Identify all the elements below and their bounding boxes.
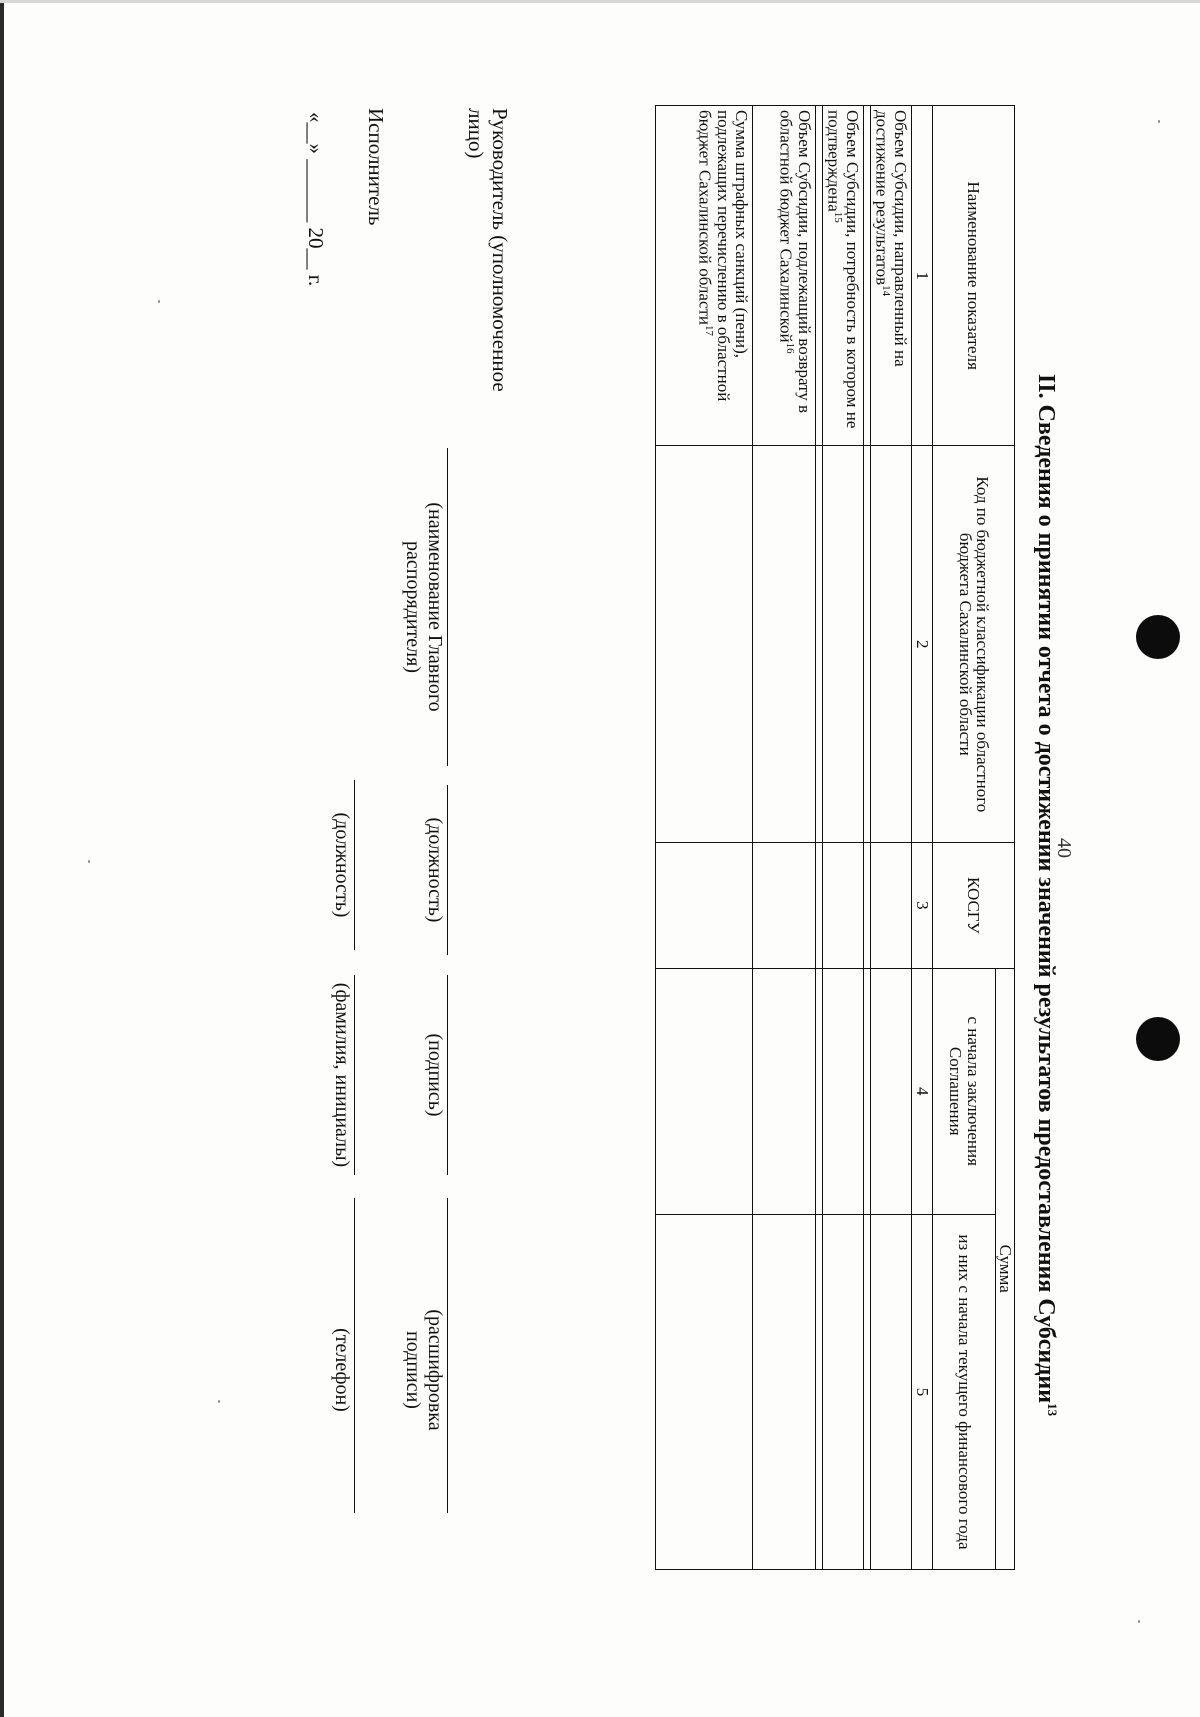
executor-name-caption: (фамилия, инициалы) <box>331 982 353 1168</box>
head-org-caption: (наименование Главного распорядителя) <box>402 502 446 712</box>
head-decoding-caption: (расшифровка подписи) <box>402 1309 446 1431</box>
table-row <box>752 106 815 1570</box>
row-label: Сумма штрафных санкций (пени), подлежащих перечислению в областной бюджет Сахалинской области$^{17}$ <box>655 106 752 446</box>
page-number: 40 <box>1053 838 1075 858</box>
table-cell <box>815 106 822 446</box>
header-budget-code: Код по бюджетной классификации областного бюджета Сахалинской области <box>933 446 1015 843</box>
column-number: 2 <box>912 446 933 843</box>
scan-speck <box>88 860 90 863</box>
signature-line <box>447 448 448 766</box>
report-table <box>655 105 1015 1570</box>
executor-label: Исполнитель <box>364 108 388 226</box>
scan-speck <box>1138 1620 1140 1623</box>
table-cell <box>655 968 752 1214</box>
table-cell <box>655 1214 752 1569</box>
signature-line <box>354 1198 355 1513</box>
signature-line <box>447 975 448 1175</box>
header-kosgu: КОСГУ <box>933 843 1015 968</box>
row-label: Объем Субсидии, подлежащий возврату в областной бюджет Сахалинской$^{16}$ <box>752 106 815 446</box>
head-label: Руководитель (уполномоченное лицо) <box>463 108 512 392</box>
table-cell <box>863 106 870 446</box>
table-cell <box>822 843 863 968</box>
table-row <box>655 106 752 1570</box>
table-cell <box>863 446 870 843</box>
header-sum-current-year: из них с начала текущего финансового года <box>933 1214 996 1569</box>
header-sum-since-agreement: с начала заключения Соглашения <box>933 968 996 1214</box>
table-row <box>870 106 911 1570</box>
table-cell <box>752 446 815 843</box>
row-label: Объем Субсидии, потребность в котором не подтверждена$^{15}$ <box>822 106 863 446</box>
punch-hole-icon <box>1136 1017 1180 1061</box>
form-title <box>1032 245 1060 1545</box>
column-number: 3 <box>912 843 933 968</box>
signature-line <box>447 1198 448 1513</box>
table-row <box>822 106 863 1570</box>
table-cell <box>863 843 870 968</box>
table-cell <box>815 1214 822 1569</box>
signature-line <box>447 785 448 955</box>
table-cell <box>655 446 752 843</box>
signature-line <box>354 780 355 950</box>
table-cell <box>752 968 815 1214</box>
column-numbers-row <box>912 106 933 1570</box>
table-cell <box>752 843 815 968</box>
table-cell <box>870 446 911 843</box>
table-cell <box>870 968 911 1214</box>
table-cell <box>822 968 863 1214</box>
column-number: 1 <box>912 106 933 446</box>
punch-hole-icon <box>1136 615 1180 659</box>
table-cell <box>822 1214 863 1569</box>
scan-speck <box>218 1400 220 1403</box>
signature-line <box>354 975 355 1175</box>
table-cell <box>822 446 863 843</box>
table-cell <box>655 843 752 968</box>
executor-position-caption: (должность) <box>331 812 353 918</box>
scan-speck <box>158 300 160 303</box>
table-cell <box>863 1214 870 1569</box>
title-footnote: 13 <box>1045 1403 1060 1417</box>
scan-border <box>0 0 4 1717</box>
title-text: II. Сведения о принятии отчета о достижении значений результатов предоставления Субсидии <box>1033 373 1059 1404</box>
table-cell <box>863 968 870 1214</box>
table-row <box>863 106 870 1570</box>
table-cell <box>752 1214 815 1569</box>
scan-speck <box>1158 120 1160 123</box>
header-indicator-name: Наименование показателя <box>933 106 1015 446</box>
table-cell <box>870 1214 911 1569</box>
table-cell <box>815 843 822 968</box>
date-line: «__» ______ 20__ г. <box>304 112 328 287</box>
head-signature-caption: (подпись) <box>424 1033 446 1117</box>
head-position-caption: (должность) <box>424 817 446 923</box>
row-label: Объем Субсидии, направленный на достижение результатов$^{14}$ <box>870 106 911 446</box>
table-cell <box>870 843 911 968</box>
table-row <box>815 106 822 1570</box>
table-cell <box>815 446 822 843</box>
column-number: 5 <box>912 1214 933 1569</box>
executor-phone-caption: (телефон) <box>331 1328 353 1412</box>
table-cell <box>815 968 822 1214</box>
header-sum: Сумма <box>996 968 1015 1570</box>
scan-border <box>0 0 1200 3</box>
column-number: 4 <box>912 968 933 1214</box>
